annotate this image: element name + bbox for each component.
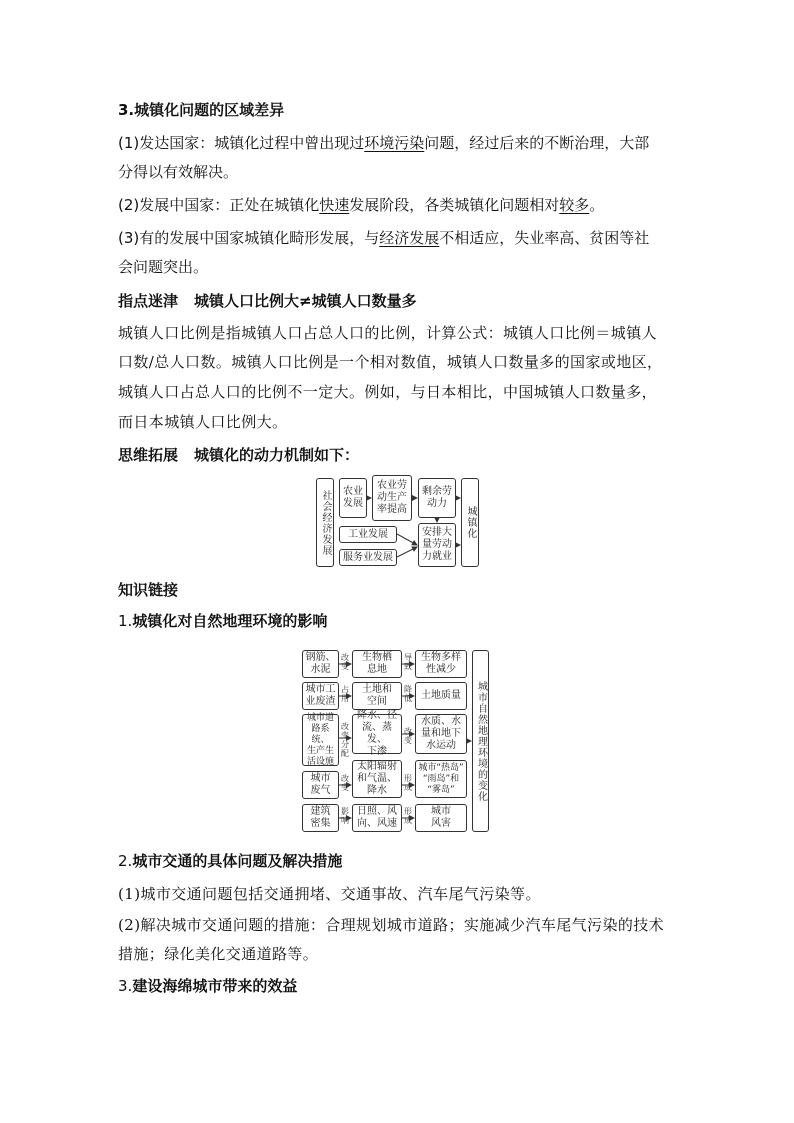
result-land-quality: 土地质量	[415, 682, 467, 710]
node-industry: 工业发展	[339, 526, 397, 543]
heading-text: 城镇化问题的区域差异	[134, 101, 285, 119]
verb-change: 改 变	[404, 727, 412, 745]
tip-text-2: 口数/总人口数。城镇人口比例是一个相对数值，城镇人口数量多的国家或地区，	[118, 353, 663, 371]
text: 不相适应，失业率高、贫困等社	[439, 229, 650, 247]
paragraph-abnormal-cont: 会问题突出。	[118, 258, 209, 276]
tip-label: 指点迷津	[118, 292, 179, 310]
node-urbanization: 城镇化	[461, 478, 479, 567]
result-environment-change: 城市自然地理环境的变化	[472, 650, 489, 832]
text: (3)有的发展中国家城镇化畸形发展，与	[118, 229, 380, 247]
verb-change: 改 变	[341, 653, 349, 671]
tip-title: 城镇人口比例大≠城镇人口数量多	[194, 292, 417, 310]
sponge-heading	[118, 976, 297, 996]
cause-exhaust: 城市 废气	[302, 771, 339, 799]
traffic-measures-2: 措施；绿化美化交通道路等。	[118, 945, 319, 963]
text: 问题，经过后来的不断治理，大部	[424, 134, 650, 152]
node-social-economy: 社会经济发展	[316, 478, 334, 567]
answer-underlined: 经济发展	[379, 229, 440, 247]
verb-lead: 导 致	[404, 653, 412, 671]
node-surplus-labor: 剩余劳 动力	[418, 478, 456, 518]
result-water: 水质、水 量和地下 水运动	[415, 714, 467, 754]
traffic-heading	[118, 851, 342, 871]
verb-change-distribute: 改 变 分 配	[341, 722, 349, 758]
answer-underlined: 快速	[319, 196, 350, 214]
cause-road-facilities: 城市道 路系统、 生产生 活设施	[302, 714, 339, 766]
mid-radiation: 太阳辐射 和气温、 降水	[352, 760, 402, 798]
links-heading: 知识链接	[118, 581, 179, 599]
mid-land-space: 土地和 空间	[352, 682, 402, 710]
heading-number: 2.	[118, 852, 133, 870]
verb-reduce: 降 低	[404, 685, 412, 703]
verb-occupy: 占 用	[341, 685, 349, 703]
result-islands: 城市“热岛” “雨岛”和 “雾岛”	[415, 760, 467, 798]
mid-habitat: 生物栖 息地	[352, 650, 402, 678]
mid-water-cycle: 降水、径 流、蒸发、 下渗	[352, 714, 402, 754]
verb-affect: 影 响	[341, 807, 349, 825]
heading-text: 城镇化对自然地理环境的影响	[132, 612, 328, 630]
heading-text: 城市交通的具体问题及解决措施	[132, 852, 343, 870]
result-wind-hazard: 城市 风害	[415, 804, 467, 832]
verb-change: 改 变	[341, 774, 349, 792]
heading-number: 3.	[118, 977, 133, 995]
verb-form: 形 成	[404, 774, 412, 792]
traffic-measures-1: (2)解决城市交通问题的措施：合理规划城市道路；实施减少汽车尾气污染的技术	[118, 916, 665, 934]
cause-steel-cement: 钢筋、 水泥	[302, 650, 339, 678]
traffic-problems: (1)城市交通问题包括交通拥堵、交通事故、汽车尾气污染等。	[118, 885, 541, 903]
cause-industrial-waste: 城市工 业废渣	[302, 682, 339, 710]
heading-number: 3.	[118, 101, 135, 119]
text: 。	[589, 196, 605, 214]
result-biodiversity: 生物多样 性减少	[415, 650, 467, 678]
node-service: 服务业发展	[339, 549, 397, 566]
tip-text-3: 城镇人口占总人口的比例不一定大。例如，与日本相比，中国城镇人口数量多，	[118, 383, 658, 401]
paragraph-developed-cont: 分得以有效解决。	[118, 163, 239, 181]
answer-underlined: 环境污染	[364, 134, 425, 152]
tip-text-4: 而日本城镇人口比例大。	[118, 413, 288, 431]
cause-dense-buildings: 建筑 密集	[302, 804, 339, 832]
node-employment: 安排大 量劳动 力就业	[418, 523, 456, 567]
node-agriculture: 农业 发展	[339, 478, 367, 518]
heading-text: 建设海绵城市带来的效益	[132, 977, 298, 995]
mid-sunlight-wind: 日照、风 向、风速	[352, 804, 402, 832]
text: (1)发达国家：城镇化过程中曾出现过	[118, 134, 365, 152]
node-productivity: 农业劳 动生产 率提高	[372, 475, 412, 521]
heading-number: 1.	[118, 612, 133, 630]
verb-form: 形 成	[404, 807, 412, 825]
expand-title: 城镇化的动力机制如下：	[194, 446, 360, 464]
text: 发展阶段，各类城镇化问题相对	[349, 196, 560, 214]
answer-underlined: 较多	[559, 196, 590, 214]
expand-label: 思维拓展	[118, 446, 179, 464]
tip-text-1: 城镇人口比例是指城镇人口占总人口的比例，计算公式：城镇人口比例＝城镇人	[118, 324, 658, 342]
text: (2)发展中国家：正处在城镇化	[118, 196, 320, 214]
